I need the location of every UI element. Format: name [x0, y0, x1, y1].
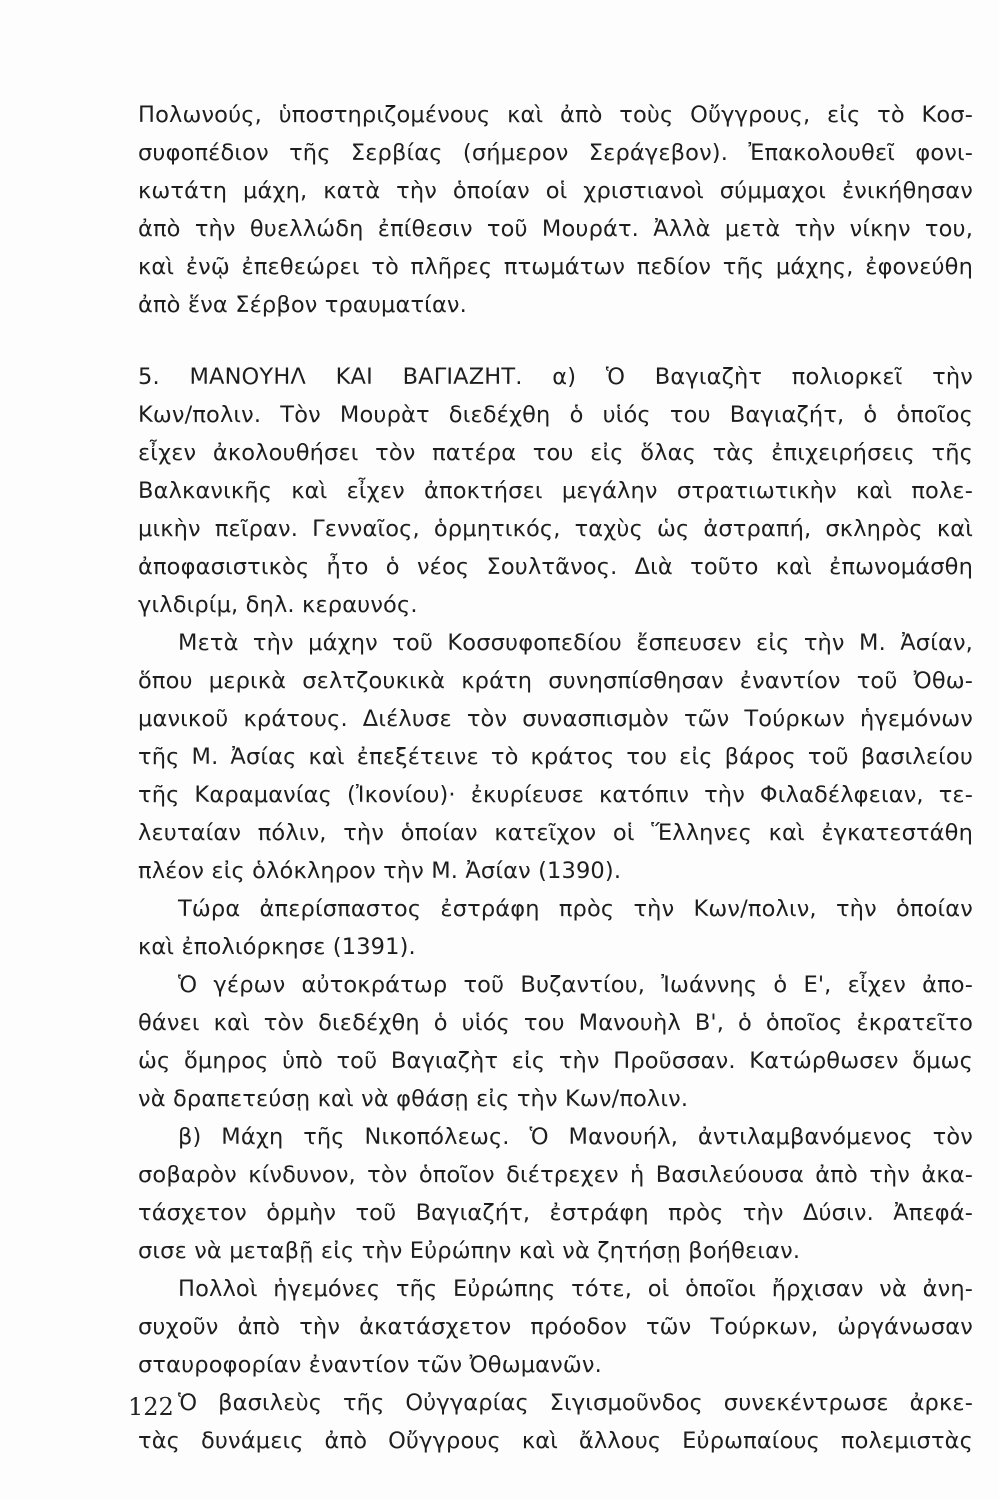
paragraph-sigismund: [138, 1384, 973, 1460]
section-heading-line: 5. ΜΑΝΟΥΗΛ ΚΑΙ ΒΑΓΙΑΖΗΤ. α) Ὁ Βαγιαζὴτ πολιορκεῖ τὴν: [138, 364, 973, 390]
paragraph-crusade: [138, 1270, 973, 1384]
text-line: πλέον εἰς ὁλόκληρον τὴν Μ. Ἀσίαν (1390).: [138, 858, 622, 884]
text-line: γιλδιρίμ, δηλ. κεραυνός.: [138, 592, 418, 618]
text-line: καὶ ἐνῷ ἐπεθεώρει τὸ πλῆρες πτωμάτων πεδίον τῆς μάχης, ἐφονεύθη: [138, 254, 973, 280]
text-line: κωτάτη μάχη, κατὰ τὴν ὁποίαν οἱ χριστιανοὶ σύμμαχοι ἐνικήθησαν: [138, 178, 973, 204]
text-line: Ὁ γέρων αὐτοκράτωρ τοῦ Βυζαντίου, Ἰωάννης ὁ Ε', εἶχεν ἀπο-: [178, 972, 973, 998]
text-line: ὅπου μερικὰ σελτζουκικὰ κράτη συνησπίσθησαν ἐναντίον τοῦ Ὀθω-: [138, 668, 973, 694]
text-line: τάσχετον ὁρμὴν τοῦ Βαγιαζήτ, ἐστράφη πρὸς τὴν Δύσιν. Ἀπεφά-: [138, 1200, 973, 1226]
subsection-heading-line: β) Μάχη τῆς Νικοπόλεως. Ὁ Μανουήλ, ἀντιλαμβανόμενος τὸν: [178, 1124, 973, 1150]
text-line: μικὴν πεῖραν. Γενναῖος, ὁρμητικός, ταχὺς ὡς ἀστραπή, σκληρὸς καὶ: [138, 516, 973, 542]
text-line: Ὁ βασιλεὺς τῆς Οὐγγαρίας Σιγισμοῦνδος συνεκέντρωσε ἀρκε-: [178, 1390, 973, 1416]
text-line: μανικοῦ κράτους. Διέλυσε τὸν συνασπισμὸν τῶν Τούρκων ἡγεμόνων: [138, 706, 973, 732]
text-line: εἶχεν ἀκολουθήσει τὸν πατέρα του εἰς ὅλας τὰς ἐπιχειρήσεις τῆς: [138, 440, 973, 466]
paragraph-nicopolis: [138, 1118, 973, 1270]
text-line: τὰς δυνάμεις ἀπὸ Οὔγγρους καὶ ἄλλους Εὐρωπαίους πολεμιστὰς: [138, 1428, 973, 1454]
text-line: ἀποφασιστικὸς ἦτο ὁ νέος Σουλτᾶνος. Διὰ τοῦτο καὶ ἐπωνομάσθη: [138, 554, 973, 580]
page-number: 122: [128, 1393, 174, 1421]
text-line: Βαλκανικῆς καὶ εἶχεν ἀποκτήσει μεγάλην στρατιωτικὴν καὶ πολε-: [138, 478, 973, 504]
paragraph-kosovo-battle: [138, 96, 973, 324]
text-line: Πολλοὶ ἡγεμόνες τῆς Εὐρώπης τότε, οἱ ὁποῖοι ἤρχισαν νὰ ἀνη-: [178, 1276, 973, 1302]
text-line: λευταίαν πόλιν, τὴν ὁποίαν κατεῖχον οἱ Ἕλληνες καὶ ἐγκατεστάθη: [138, 820, 973, 846]
text-line: νὰ δραπετεύσῃ καὶ νὰ φθάσῃ εἰς τὴν Κων/πολιν.: [138, 1086, 689, 1112]
text-line: Πολωνούς, ὑποστηριζομένους καὶ ἀπὸ τοὺς Οὔγγρους, εἰς τὸ Κοσ-: [138, 102, 973, 128]
text-line: ἀπὸ τὴν θυελλώδη ἐπίθεσιν τοῦ Μουράτ. Ἀλλὰ μετὰ τὴν νίκην του,: [138, 216, 973, 242]
text-line: καὶ ἐπολιόρκησε (1391).: [138, 934, 416, 960]
text-line: σοβαρὸν κίνδυνον, τὸν ὁποῖον διέτρεχεν ἡ Βασιλεύουσα ἀπὸ τὴν ἀκα-: [138, 1162, 973, 1188]
text-line: Μετὰ τὴν μάχην τοῦ Κοσσυφοπεδίου ἔσπευσεν εἰς τὴν Μ. Ἀσίαν,: [178, 630, 973, 656]
section-spacer: [138, 324, 973, 358]
paragraph-emperor: [138, 966, 973, 1118]
paragraph-siege: [138, 890, 973, 966]
page-text: [138, 96, 973, 1460]
text-line: Τώρα ἀπερίσπαστος ἐστράφη πρὸς τὴν Κων/πολιν, τὴν ὁποίαν: [178, 896, 973, 922]
text-line: θάνει καὶ τὸν διεδέχθη ὁ υἱός του Μανουὴλ Β', ὁ ὁποῖος ἐκρατεῖτο: [138, 1010, 973, 1036]
text-line: τῆς Καραμανίας (Ἰκονίου)· ἐκυρίευσε κατόπιν τὴν Φιλαδέλφειαν, τε-: [138, 782, 973, 808]
text-line: συχοῦν ἀπὸ τὴν ἀκατάσχετον πρόοδον τῶν Τούρκων, ὠργάνωσαν: [138, 1314, 973, 1340]
text-line: σισε νὰ μεταβῇ εἰς τὴν Εὐρώπην καὶ νὰ ζητήσῃ βοήθειαν.: [138, 1238, 801, 1264]
text-line: τῆς Μ. Ἀσίας καὶ ἐπεξέτεινε τὸ κράτος του εἰς βάρος τοῦ βασιλείου: [138, 744, 973, 770]
section-5-manuel-bayezid: [138, 358, 973, 624]
text-line: συφοπέδιον τῆς Σερβίας (σήμερον Σεράγεβον). Ἐπακολουθεῖ φονι-: [138, 140, 973, 166]
text-line: σταυροφορίαν ἐναντίον τῶν Ὀθωμανῶν.: [138, 1352, 602, 1378]
text-line: ὡς ὅμηρος ὑπὸ τοῦ Βαγιαζὴτ εἰς τὴν Προῦσσαν. Κατώρθωσεν ὅμως: [138, 1048, 973, 1074]
text-line: Κων/πολιν. Τὸν Μουρὰτ διεδέχθη ὁ υἱός του Βαγιαζήτ, ὁ ὁποῖος: [138, 402, 973, 428]
paragraph-asia-minor: [138, 624, 973, 890]
text-line: ἀπὸ ἕνα Σέρβον τραυματίαν.: [138, 292, 467, 318]
